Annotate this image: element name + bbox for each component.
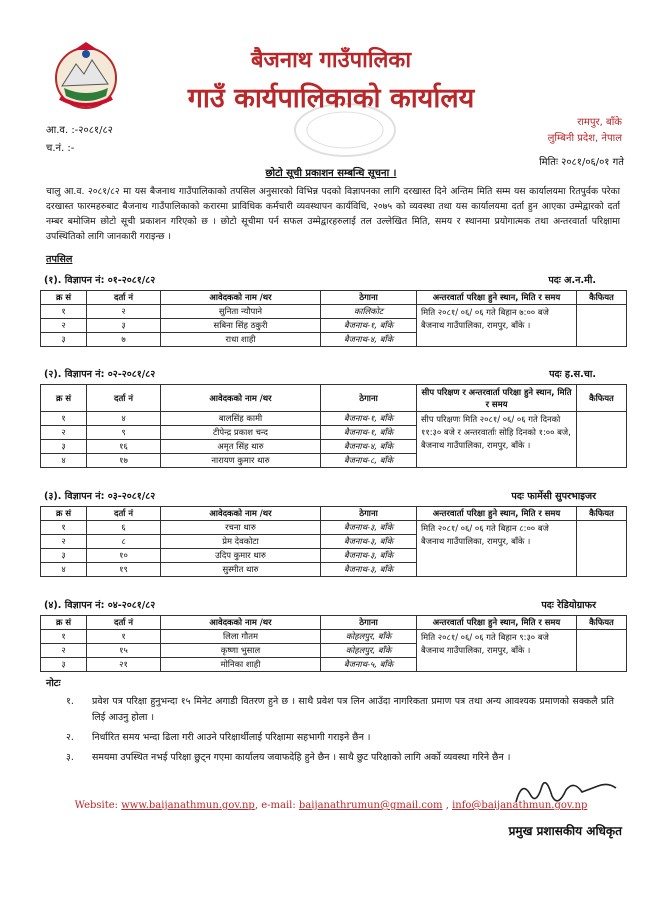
col-header: क्र सं (41, 616, 87, 630)
serial-cell: १ (41, 412, 87, 426)
serial-cell: २ (41, 644, 87, 658)
reg-no-cell: ३ (87, 319, 161, 333)
table-header-row (41, 616, 627, 630)
serial-cell: १ (41, 630, 87, 644)
note-number: ३. (66, 752, 74, 763)
interview-details-cell: मिति २०८१/ ०६/ ०६ गते बिहान ८:०० बजे बैजनाथ गाउँपालिका, रामपुर, बाँके । (417, 521, 577, 577)
note-item (66, 694, 614, 726)
col-header: आवेदकको नाम /थर (161, 507, 321, 521)
serial-cell: २ (41, 426, 87, 440)
col-header: आवेदकको नाम /थर (161, 616, 321, 630)
col-header: क्र सं (41, 385, 87, 412)
col-header: ठेगाना (321, 507, 417, 521)
reg-no-cell: १५ (87, 644, 161, 658)
website-link[interactable]: www.baijanathmun.gov.np (121, 800, 255, 811)
post-name: पदः अ.न.मी. (548, 275, 596, 286)
reference-number: च.नं. :- (46, 143, 75, 154)
reg-no-cell: १९ (87, 563, 161, 577)
serial-cell: ४ (41, 563, 87, 577)
address-cell: बैजनाथ-४, बाँके (321, 333, 417, 347)
address-line1: रामपुर, बाँके (577, 117, 622, 128)
col-header: ठेगाना (321, 291, 417, 305)
applicant-name-cell: सबिना सिंह ठकुरी (161, 319, 321, 333)
reg-no-cell: १० (87, 549, 161, 563)
address-cell: बैजनाथ-१, बाँके (321, 412, 417, 426)
col-header: दर्ता नं (87, 291, 161, 305)
col-header: दर्ता नं (87, 507, 161, 521)
email-link-primary[interactable]: baijanathrumun@gmail.com (298, 800, 443, 811)
notes-list (66, 694, 614, 770)
col-header: कैफियत (577, 291, 627, 305)
website-label: Website: (74, 800, 119, 811)
fiscal-year: आ.व. :-२०८१/८२ (46, 125, 113, 136)
interview-details-cell: मिति २०८१/ ०६/ ०६ गते बिहान ७:०० बजे बैजनाथ गाउँपालिका, रामपुर, बाँके । (417, 305, 577, 347)
serial-cell: २ (41, 535, 87, 549)
col-header: क्र सं (41, 507, 87, 521)
address-cell: बैजनाथ-५, बाँके (321, 658, 417, 672)
applicant-name-cell: टीपेन्द्र प्रकाश चन्द (161, 426, 321, 440)
reg-no-cell: १६ (87, 440, 161, 454)
post-name: पदः ह.स.चा. (549, 369, 596, 380)
reg-no-cell: ४ (87, 412, 161, 426)
col-header: क्र सं (41, 291, 87, 305)
email-link-info[interactable]: info@baijanathmun.gov.np (452, 800, 588, 811)
col-header: अन्तरवार्ता परिक्षा हुने स्थान, मिति र समय (417, 291, 577, 305)
note-item (66, 750, 614, 766)
address-cell: बैजनाथ-४, बाँके (321, 440, 417, 454)
interview-details-cell: सीप परिक्षणः मिति २०८१/ ०६/ ०६ गते दिनको ११:३० बजे र अन्तरवार्ताः सोहि दिनको १:०० बजे, बैजनाथ गाउँपालिका, रामपुर, बाँके । (417, 412, 577, 468)
serial-cell: २ (41, 319, 87, 333)
applicant-name-cell: कृष्णा भुसाल (161, 644, 321, 658)
col-header: कैफियत (577, 385, 627, 412)
reg-no-cell: ६ (87, 521, 161, 535)
remarks-cell (577, 412, 627, 468)
candidate-table (40, 615, 627, 672)
org-name-line1: बैजनाथ गाउँपालिका (250, 47, 412, 73)
col-header: ठेगाना (321, 385, 417, 412)
address-cell: बैजनाथ-३, बाँके (321, 549, 417, 563)
reg-no-cell: ८ (87, 535, 161, 549)
note-text: निर्धारित समय भन्दा ढिला गरी आउने परिक्षार्थीलाई परिक्षामा सहभागी गराइने छैन । (92, 732, 371, 743)
address-cell: बैजनाथ-३, बाँके (321, 535, 417, 549)
ad-number: (४). विज्ञापन नं: ०४-२०८१/८२ (44, 600, 156, 611)
footer-contact (0, 800, 662, 811)
note-number: २. (66, 732, 74, 743)
subject-text: छोटो सूची प्रकाशन सम्बन्धि सूचना । (265, 168, 397, 179)
col-header: अन्तरवार्ता परिक्षा हुने स्थान, मिति र समय (417, 507, 577, 521)
ad-number: (१). विज्ञापन नं: ०१-२०८१/८२ (44, 275, 156, 286)
address-cell: बैजनाथ-८, बाँके (321, 454, 417, 468)
org-name-line2: गाउँ कार्यपालिकाको कार्यालय (187, 83, 475, 114)
table-header-row (41, 385, 627, 412)
address-cell: बैजनाथ-१, बाँके (321, 319, 417, 333)
reg-no-cell: १७ (87, 454, 161, 468)
notice-date: मितिः २०८१/०६/०१ गते (539, 157, 624, 168)
address-cell: कोहलपुर, बाँके (321, 630, 417, 644)
applicant-name-cell: अमृत सिंह थारु (161, 440, 321, 454)
reg-no-cell: २१ (87, 658, 161, 672)
notice-subject (0, 165, 662, 179)
details-heading: तपसिल (46, 254, 73, 265)
ad-number: (२). विज्ञापन नं: ०२-२०८१/८२ (44, 369, 156, 380)
applicant-name-cell: सुनिता न्यौपाने (161, 305, 321, 319)
address-cell: बैजनाथ-१, बाँके (321, 426, 417, 440)
post-name: पदः फार्मेसी सुपरभाइजर (511, 491, 596, 502)
col-header: अन्तरवार्ता परिक्षा हुने स्थान, मिति र समय (417, 616, 577, 630)
serial-cell: ३ (41, 440, 87, 454)
address-cell: कोहलपुर, बाँके (321, 644, 417, 658)
candidate-table (40, 384, 627, 468)
table-header-row (41, 291, 627, 305)
applicant-name-cell: लिला गौतम (161, 630, 321, 644)
col-header: कैफियत (577, 507, 627, 521)
col-header: सीप परिक्षण र अन्तरवार्ता परिक्षा हुने स्थान, मिति र समय (417, 385, 577, 412)
serial-cell: १ (41, 305, 87, 319)
interview-details-cell: मिति २०८१/ ०६/ ०६ गते बिहान ९:३० बजे बैजनाथ गाउँपालिका, रामपुर, बाँके । (417, 630, 577, 672)
reg-no-cell: २ (87, 305, 161, 319)
remarks-cell (577, 305, 627, 347)
col-header: कैफियत (577, 616, 627, 630)
col-header: ठेगाना (321, 616, 417, 630)
post-name: पदः रेडियोग्राफर (541, 600, 596, 611)
reg-no-cell: १ (87, 630, 161, 644)
address-cell: बैजनाथ-३, बाँके (321, 563, 417, 577)
applicant-name-cell: प्रेम देवकोटा (161, 535, 321, 549)
note-item (66, 730, 614, 746)
col-header: आवेदकको नाम /थर (161, 385, 321, 412)
officer-title: प्रमुख प्रशासकीय अधिकृत (508, 824, 622, 838)
applicant-name-cell: सुस्मीत थारु (161, 563, 321, 577)
serial-cell: १ (41, 521, 87, 535)
remarks-cell (577, 630, 627, 672)
note-text: प्रवेश पत्र परिक्षा हुनुभन्दा १५ मिनेट अगाडी वितरण हुने छ । साथै प्रवेश पत्र लिन आउँदा नागरिकता प्रमाण पत्र तथा अन्य आवश्यक प्रमाणको सक्कलै प्रति लिई आउनु होला । (92, 696, 614, 723)
address-line2: लुम्बिनी प्रदेश, नेपाल (547, 133, 622, 144)
applicant-name-cell: रचना थारु (161, 521, 321, 535)
table-row (41, 630, 627, 644)
serial-cell: ३ (41, 658, 87, 672)
candidate-table (40, 290, 627, 347)
reg-no-cell: ९ (87, 426, 161, 440)
footer-separator: , (445, 800, 449, 811)
candidate-table (40, 506, 627, 577)
email-label: , e-mail: (254, 800, 296, 811)
note-number: १. (66, 696, 74, 707)
notes-heading: नोटः (46, 678, 61, 689)
table-header-row (41, 507, 627, 521)
applicant-name-cell: नारायण कुमार थारु (161, 454, 321, 468)
intro-paragraph: चालु आ.व. २०८१/८२ मा यस बैजनाथ गाउँपालिकाको तपसिल अनुसारको विभिन्न पदको विज्ञापनका लागि दरखास्त दिने अन्तिम मिति सम्म यस कार्यालयमा रितपुर्वक परेका दरखास्त फारमहरुबाट बैजनाथ गाउँपालिकाको करारमा प्राविधिक कर्मचारी व्यवस्थापन कार्यविधि, २०७५ को व्यवस्था तथा यस कार्यालयमा दर्ता हुन आएका उम्मेद्वारको दर्ता नम्बर बमोजिम छोटो सूची प्रकाशन गरिएको छ । छोटो सूचीमा पर्न सफल उम्मेद्वारहरुलाई तल उल्लेखित मिति, समय र स्थानमा प्रयोगात्मक तथा अन्तरवार्ता परिक्षामा उपस्थितिको लागि जानकारी गराइन्छ । (46, 186, 620, 242)
serial-cell: ४ (41, 454, 87, 468)
col-header: दर्ता नं (87, 616, 161, 630)
reg-no-cell: ७ (87, 333, 161, 347)
note-text: समयमा उपस्थित नभई परिक्षा छुट्न गएमा कार्यालय जवाफदेहि हुने छैन । साथै छुट परिक्षाको लागि अर्को व्यवस्था गरिने छैन । (92, 752, 511, 763)
remarks-cell (577, 521, 627, 577)
table-row (41, 412, 627, 426)
address-cell: कालिकोट (321, 305, 417, 319)
applicant-name-cell: राधा शाही (161, 333, 321, 347)
applicant-name-cell: उदिप कुमार थारु (161, 549, 321, 563)
serial-cell: ३ (41, 549, 87, 563)
applicant-name-cell: बालसिंह कामी (161, 412, 321, 426)
serial-cell: ३ (41, 333, 87, 347)
table-row (41, 521, 627, 535)
org-address (548, 115, 622, 147)
ad-number: (३). विज्ञापन नं: ०३-२०८१/८२ (44, 491, 156, 502)
col-header: दर्ता नं (87, 385, 161, 412)
applicant-name-cell: मोनिका शाही (161, 658, 321, 672)
address-cell: बैजनाथ-३, बाँके (321, 521, 417, 535)
col-header: आवेदकको नाम /थर (161, 291, 321, 305)
table-row (41, 305, 627, 319)
